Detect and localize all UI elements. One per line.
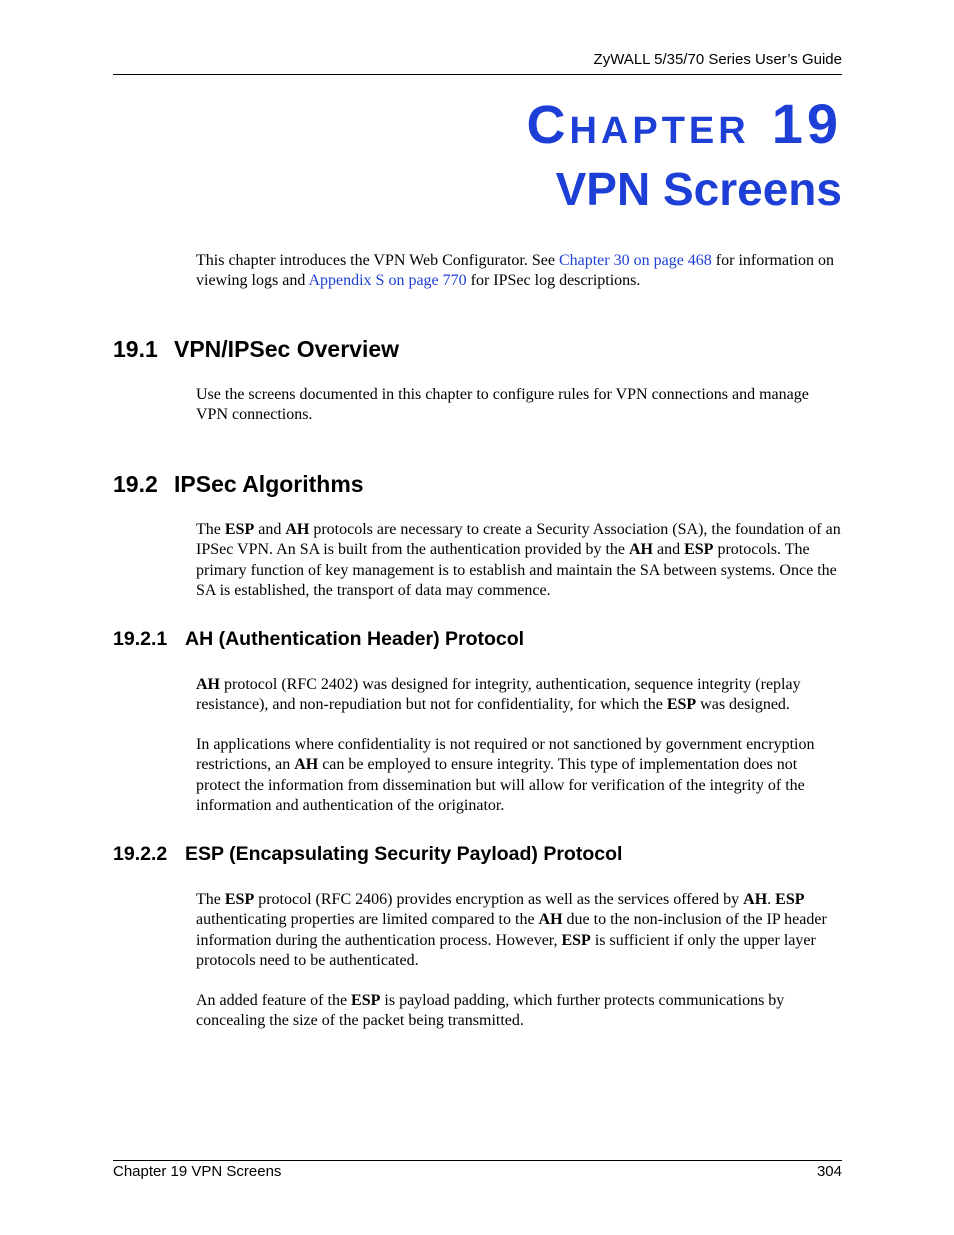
footer-rule — [113, 1160, 842, 1161]
intro-paragraph — [196, 251, 842, 292]
footer-chapter-label: Chapter 19 VPN Screens — [113, 1163, 282, 1180]
section-title: ESP (Encapsulating Security Payload) Protocol — [185, 843, 623, 865]
page-number: 304 — [816, 1163, 842, 1180]
intro-text: for IPSec log descriptions. — [466, 272, 641, 290]
section-number: 19.2 — [113, 471, 158, 497]
header-rule — [113, 74, 842, 75]
section-heading-19-2-1 — [113, 630, 524, 650]
section-title: VPN/IPSec Overview — [174, 336, 400, 362]
section-number: 19.2.2 — [113, 843, 168, 865]
section-heading-19-1 — [113, 338, 399, 361]
appendix-s-link[interactable]: Appendix S on page 770 — [308, 272, 467, 290]
section-number: 19.1 — [113, 336, 158, 362]
chapter-30-link[interactable]: Chapter 30 on page 468 — [558, 252, 712, 269]
chapter-label — [526, 92, 842, 155]
chapter-label-initial: C — [526, 95, 570, 155]
section-19-2-2-paragraph-1: The ESP protocol (RFC 2406) provides encryption as well as the services offered by AH. ESP authenticating properties are limited compared to the AH due to the non-inclusion of the IP header information during the authentication process. However, ESP is sufficient if only the upper layer protocols need to be authenticated. — [196, 891, 827, 969]
section-title: IPSec Algorithms — [174, 471, 364, 497]
running-header-title: ZyWALL 5/35/70 Series User’s Guide — [593, 51, 842, 68]
section-number: 19.2.1 — [113, 628, 168, 650]
chapter-label-rest: HAPTER — [569, 110, 750, 152]
section-19-2-2-paragraph-2: An added feature of the ESP is payload padding, which further protects communications by concealing the size of the packet being transmitted. — [196, 992, 785, 1030]
section-title: AH (Authentication Header) Protocol — [185, 628, 525, 650]
chapter-number: 19 — [771, 92, 842, 155]
section-heading-19-2-2 — [113, 845, 622, 865]
chapter-title: VPN Screens — [555, 163, 842, 215]
section-19-2-paragraph: The ESP and AH protocols are necessary to create a Security Association (SA), the foundation of an IPSec VPN. An SA is built from the authentication provided by the AH and ESP protocols. The primary function of key management is to establish and maintain the SA between systems. Once the SA is established, the transport of data may commence. — [196, 521, 841, 599]
section-19-1-paragraph: Use the screens documented in this chapter to configure rules for VPN connections and manage VPN connections. — [196, 386, 809, 424]
section-19-2-1-paragraph-1: AH protocol (RFC 2402) was designed for integrity, authentication, sequence integrity (replay resistance), and non-repudiation but not for confidentiality, for which the ESP was designed. — [196, 676, 801, 714]
section-19-2-1-paragraph-2: In applications where confidentiality is not required or not sanctioned by government encryption restrictions, an AH can be employed to ensure integrity. This type of implementation does not protect the information from dissemination but will allow for verification of the integrity of the information and authentication of the originator. — [196, 736, 815, 814]
intro-text: This chapter introduces the VPN Web Configurator. See — [196, 252, 559, 269]
intro-text: for information on viewing logs and — [196, 252, 834, 290]
section-heading-19-2 — [113, 473, 364, 496]
